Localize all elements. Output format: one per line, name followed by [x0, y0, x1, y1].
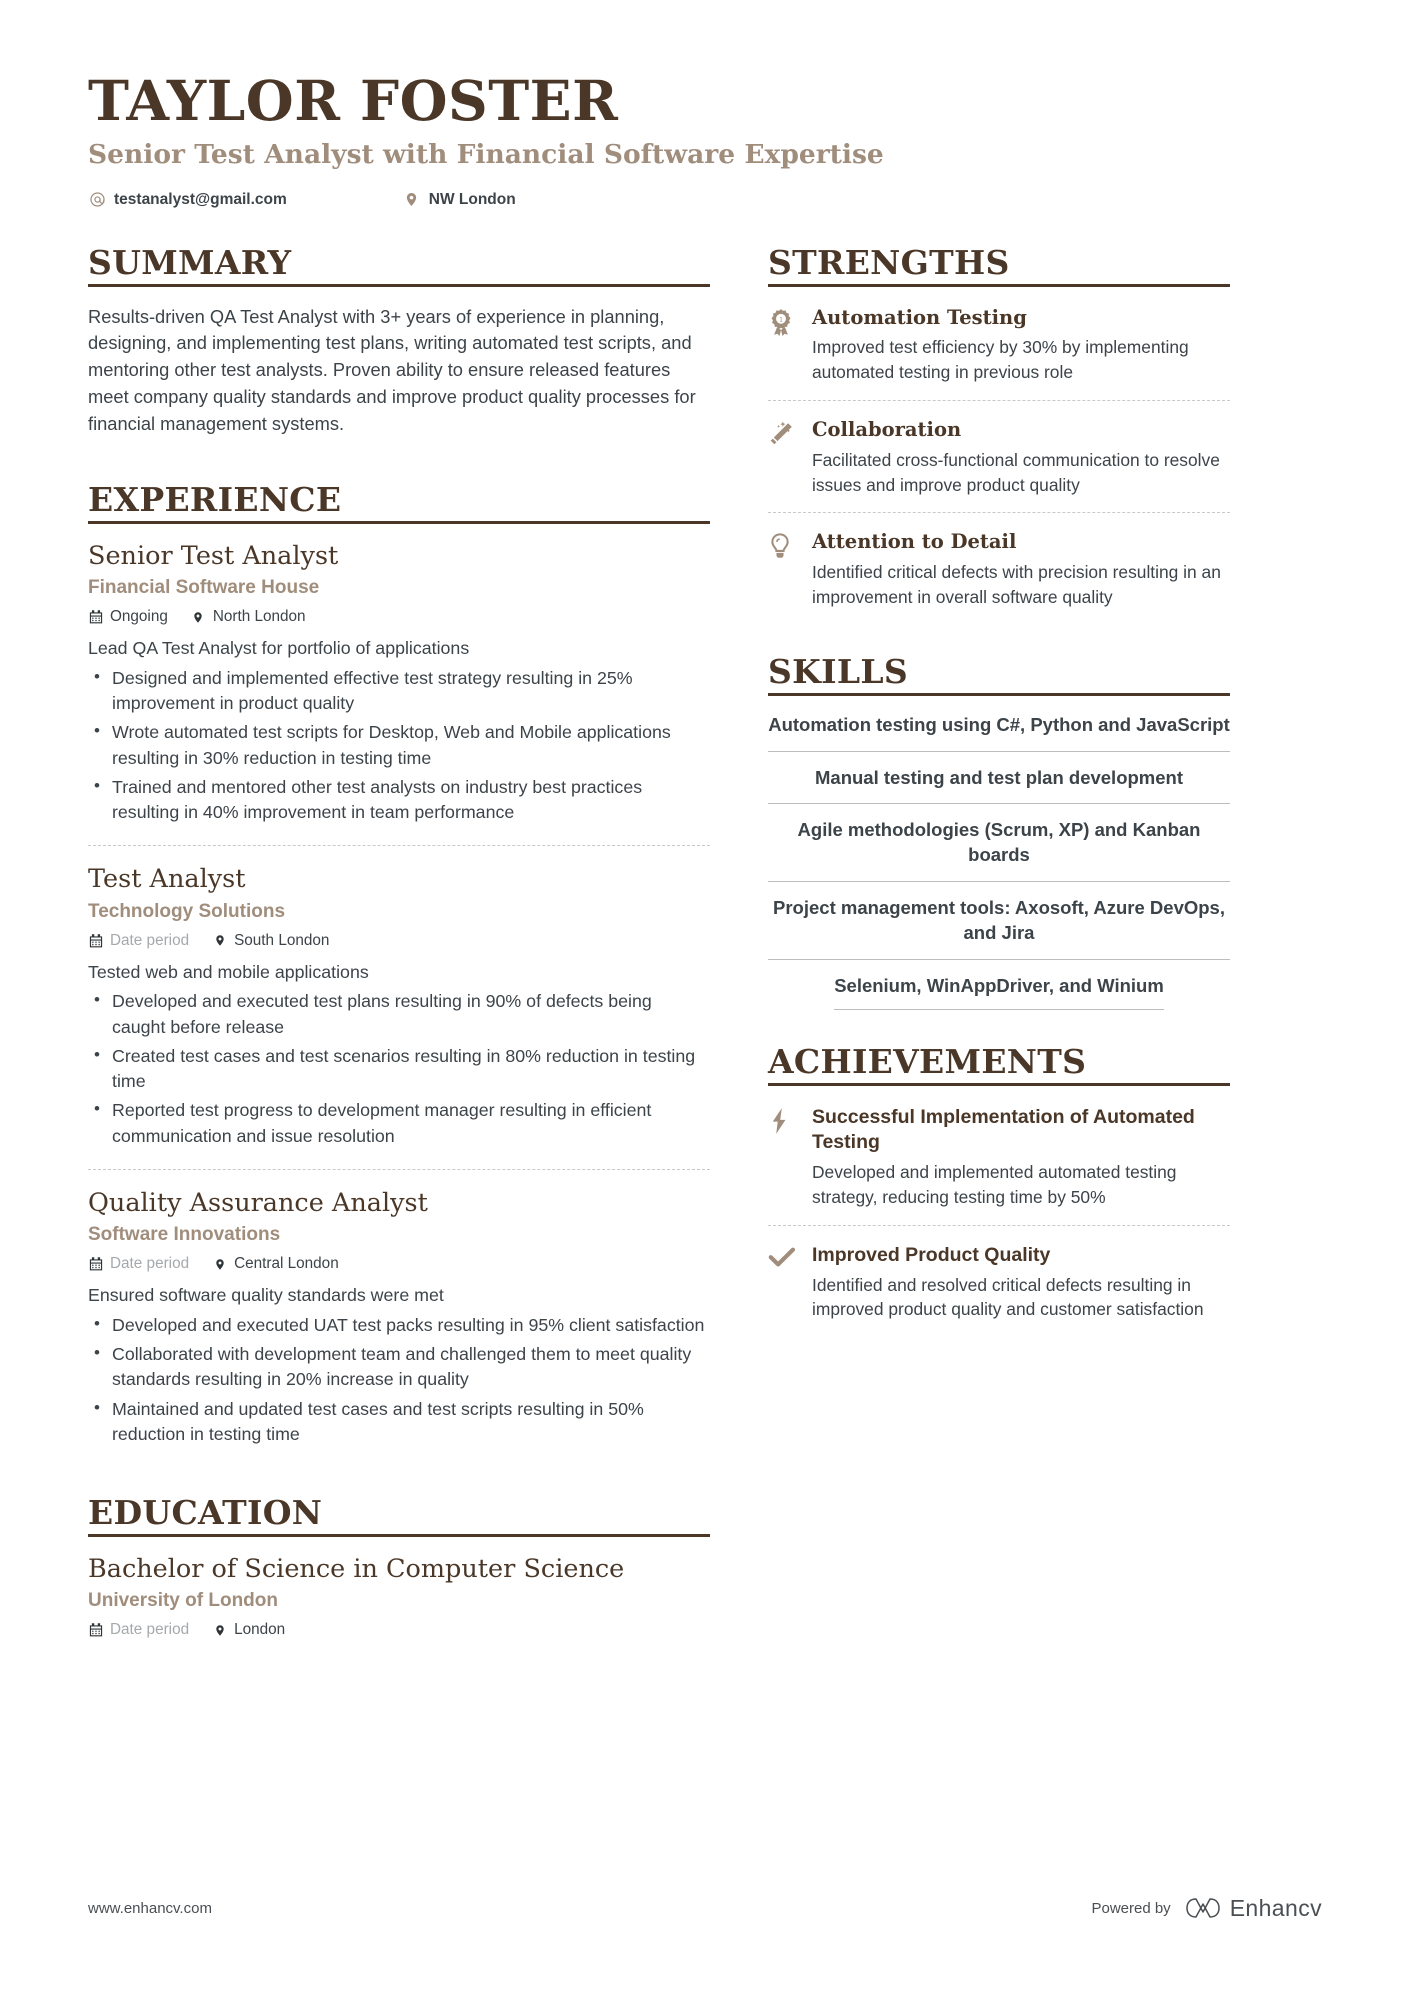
- resume-columns: [88, 242, 1322, 1644]
- section-rule: [768, 693, 1230, 696]
- experience-location: [212, 932, 329, 950]
- skill-item: Automation testing using C#, Python and JavaScript: [768, 700, 1230, 752]
- section-heading-education: EDUCATION: [88, 1493, 323, 1533]
- enhancv-wordmark: Enhancv: [1229, 1894, 1322, 1921]
- section-rule: [88, 521, 710, 524]
- achievement-description: Identified and resolved critical defects resulting in improved product quality and customer satisfaction: [812, 1274, 1204, 1320]
- experience-location: [212, 1255, 339, 1273]
- experience-meta: [88, 1255, 710, 1273]
- experience-date-text: Date period: [110, 931, 190, 949]
- experience-entry: [88, 1188, 710, 1451]
- experience-date-text: Date period: [110, 1255, 190, 1273]
- achievement-description: Developed and implemented automated testing strategy, reducing testing time by 50%: [812, 1162, 1177, 1207]
- item-divider: [768, 1225, 1230, 1226]
- experience-date: [88, 608, 168, 626]
- bullet-item: • Reported test progress to development manager resulting in efficient communication and issue resolution: [88, 1098, 710, 1149]
- location-pin-icon: [212, 1257, 227, 1272]
- bullet-item: • Collaborated with development team and challenged them to meet quality standards resulting in 20% increase in quality: [88, 1342, 710, 1393]
- main-column: [88, 242, 710, 1644]
- section-heading-skills: SKILLS: [768, 651, 908, 691]
- powered-by-label: Powered by: [1091, 1899, 1171, 1917]
- section-rule: [768, 1083, 1230, 1086]
- item-divider: [768, 512, 1230, 513]
- location-pin-icon: [212, 1623, 227, 1638]
- section-heading-achievements: ACHIEVEMENTS: [768, 1042, 1087, 1082]
- section-rule: [88, 1534, 710, 1537]
- achievement-title: Improved Product Quality: [812, 1243, 1051, 1266]
- contact-email-text: testanalyst@gmail.com: [114, 190, 287, 208]
- section-rule: [768, 284, 1230, 287]
- education-location-text: London: [234, 1621, 286, 1639]
- footer-branding: [1091, 1895, 1322, 1922]
- resume-header: [88, 68, 1322, 211]
- spacer: [88, 438, 710, 482]
- skill-item: Manual testing and test plan development: [768, 752, 1230, 805]
- section-heading-summary: SUMMARY: [88, 242, 292, 282]
- lightning-bolt-icon: [768, 1105, 812, 1209]
- achievement-item: [768, 1241, 1230, 1322]
- page-footer: [88, 1893, 1322, 1923]
- section-education: [88, 1495, 710, 1643]
- skill-item: Selenium, WinAppDriver, and Winium: [834, 960, 1164, 1010]
- section-rule: [88, 284, 710, 287]
- section-experience: [88, 479, 710, 1451]
- experience-description: Tested web and mobile applications: [88, 961, 369, 982]
- bullet-item: • Wrote automated test scripts for Desktop, Web and Mobile applications resulting in 30% reduction in testing time: [88, 720, 710, 771]
- location-pin-icon: [191, 610, 206, 625]
- bullet-item: • Developed and executed test plans resulting in 90% of defects being caught before release: [88, 989, 710, 1040]
- calendar-icon: [88, 1623, 103, 1637]
- experience-job-title: Test Analyst: [88, 864, 246, 895]
- experience-company: Technology Solutions: [88, 900, 286, 922]
- skill-item: Agile methodologies (Scrum, XP) and Kanban boards: [768, 804, 1230, 882]
- enhancv-mark-icon: [1185, 1895, 1221, 1921]
- footer-website-url[interactable]: www.enhancv.com: [88, 1899, 212, 1917]
- at-icon: [88, 191, 106, 208]
- spacer: [768, 610, 1230, 654]
- experience-bullets: [88, 666, 710, 826]
- experience-date: [88, 932, 189, 950]
- experience-job-title: Senior Test Analyst: [88, 540, 339, 571]
- entry-divider: [88, 1169, 710, 1170]
- experience-bullets: [88, 1313, 710, 1447]
- location-pin-icon: [212, 933, 227, 948]
- experience-description: Lead QA Test Analyst for portfolio of applications: [88, 638, 470, 659]
- section-strengths: [768, 242, 1230, 610]
- item-divider: [768, 400, 1230, 401]
- entry-divider: [88, 845, 710, 846]
- svg-text:1: 1: [779, 316, 783, 324]
- experience-location: [191, 608, 306, 626]
- experience-company: Financial Software House: [88, 577, 320, 599]
- experience-meta: [88, 608, 710, 626]
- sidebar-column: [768, 242, 1230, 1644]
- checkmark-icon: [768, 1243, 812, 1322]
- contact-location: [403, 191, 516, 209]
- experience-location-text: North London: [212, 608, 306, 626]
- strength-description: Identified critical defects with precision resulting in an improvement in overall software quality: [812, 562, 1221, 607]
- education-date-text: Date period: [110, 1621, 190, 1639]
- experience-location-text: South London: [234, 931, 330, 949]
- strength-title: Automation Testing: [812, 305, 1027, 329]
- strength-item: [768, 304, 1230, 385]
- section-heading-experience: EXPERIENCE: [88, 479, 342, 519]
- education-location: [212, 1621, 285, 1639]
- contact-location-text: NW London: [428, 190, 516, 208]
- section-achievements: [768, 1044, 1230, 1322]
- strength-title: Attention to Detail: [812, 530, 1017, 554]
- calendar-icon: [88, 934, 103, 948]
- skill-item: Project management tools: Axosoft, Azure DevOps, and Jira: [768, 882, 1230, 960]
- education-institution: University of London: [88, 1590, 278, 1612]
- summary-text: Results-driven QA Test Analyst with 3+ years of experience in planning, designing, and implementing test plans, writing automated test scripts, and mentoring other test analysts. Proven ability to ensure released features meet company quality standards and improve product quality processes for financial management systems.: [88, 305, 696, 435]
- section-heading-strengths: STRENGTHS: [768, 242, 1010, 282]
- strength-item: [768, 416, 1230, 497]
- achievement-title: Successful Implementation of Automated Testing: [812, 1106, 1195, 1154]
- section-skills: [768, 651, 1230, 1011]
- column-gap: [710, 245, 768, 1644]
- bullet-item: • Developed and executed UAT test packs resulting in 95% client satisfaction: [88, 1313, 710, 1338]
- calendar-icon: [88, 1257, 103, 1271]
- bullet-item: • Trained and mentored other test analysts on industry best practices resulting in 40% improvement in team performance: [88, 775, 710, 826]
- section-summary: [88, 242, 710, 438]
- experience-description: Ensured software quality standards were met: [88, 1285, 444, 1306]
- experience-company: Software Innovations: [88, 1224, 281, 1246]
- experience-date: [88, 1255, 189, 1273]
- strength-item: [768, 528, 1230, 609]
- experience-job-title: Quality Assurance Analyst: [88, 1187, 428, 1218]
- enhancv-logo: [1185, 1895, 1322, 1922]
- spacer: [88, 1451, 710, 1495]
- spacer: [768, 1010, 1230, 1044]
- calendar-icon: [88, 610, 103, 624]
- education-date: [88, 1621, 189, 1639]
- experience-date-text: Ongoing: [110, 608, 168, 626]
- bullet-item: • Created test cases and test scenarios resulting in 80% reduction in testing time: [88, 1044, 710, 1095]
- bullet-item: • Designed and implemented effective test strategy resulting in 25% improvement in product quality: [88, 666, 710, 717]
- contact-email[interactable]: [88, 191, 287, 209]
- achievement-item: [768, 1103, 1230, 1209]
- page-title: TAYLOR FOSTER: [88, 68, 619, 133]
- strength-title: Collaboration: [812, 417, 962, 441]
- strength-description: Facilitated cross-functional communication to resolve issues and improve product quality: [812, 449, 1220, 495]
- location-pin-icon: [403, 191, 421, 208]
- education-entry: [88, 1554, 710, 1643]
- contact-row: [88, 189, 1322, 211]
- magic-wand-icon: [768, 418, 812, 497]
- award-ribbon-icon: [768, 306, 812, 385]
- experience-location-text: Central London: [234, 1255, 339, 1273]
- lightbulb-icon: [768, 530, 812, 609]
- education-degree: Bachelor of Science in Computer Science: [88, 1554, 625, 1585]
- education-meta: [88, 1621, 710, 1639]
- strength-description: Improved test efficiency by 30% by implementing automated testing in previous role: [812, 337, 1189, 383]
- professional-headline: Senior Test Analyst with Financial Software Expertise: [88, 138, 884, 170]
- bullet-item: • Maintained and updated test cases and test scripts resulting in 50% reduction in testing time: [88, 1397, 710, 1448]
- experience-entry: [88, 541, 710, 830]
- experience-entry: [88, 864, 710, 1153]
- experience-bullets: [88, 989, 710, 1149]
- experience-meta: [88, 932, 710, 950]
